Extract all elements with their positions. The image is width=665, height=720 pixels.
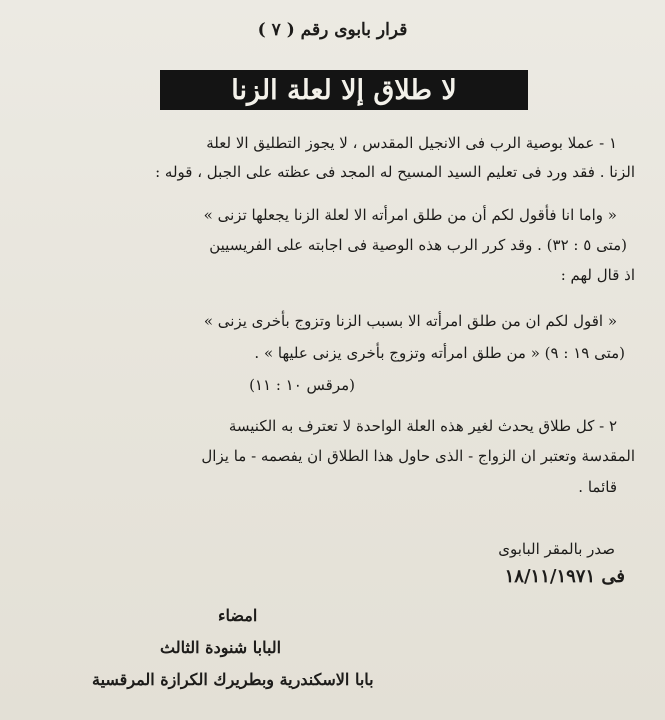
quote1-line1: « واما انا فأقول لكم أن من طلق امرأته الا لعلة الزنا يجعلها تزنى » — [203, 206, 617, 224]
quote1-line2: (متى ٥ : ٣٢) . وقد كرر الرب هذه الوصية فى اجابته على الفريسيين — [209, 236, 627, 254]
quote2-line2: (متى ١٩ : ٩) « من طلق امرأته وتزوج بأخرى يزنى عليها » . — [254, 344, 625, 362]
article2-line2: المقدسة وتعتبر ان الزواج - الذى حاول هذا الطلاق ان يفصمه - ما يزال — [201, 447, 635, 465]
article1-line2: الزنا . فقد ورد فى تعليم السيد المسيح له المجد فى عظته على الجبل ، قوله : — [155, 163, 635, 181]
quote1-line3: اذ قال لهم : — [560, 266, 635, 284]
issued-date: فى ١٨/١١/١٩٧١ — [504, 566, 625, 587]
signature-label: امضاء — [218, 606, 258, 625]
quote2-line1: « اقول لكم ان من طلق امرأته الا بسبب الزنا وتزوج بأخرى يزنى » — [203, 312, 617, 330]
banner-title: لا طلاق إلا لعلة الزنا — [160, 70, 528, 110]
signature-title: بابا الاسكندرية وبطريرك الكرازة المرقسية — [92, 670, 374, 689]
article1-reference: (مرقس ١٠ : ١١) — [249, 376, 355, 394]
decree-number: قرار بابوى رقم ( ٧ ) — [257, 20, 408, 40]
signature-name: البابا شنودة الثالث — [160, 638, 282, 657]
article2-line1: ٢ - كل طلاق يحدث لغير هذه العلة الواحدة لا تعترف به الكنيسة — [228, 417, 617, 435]
article1-line1: ١ - عملا بوصية الرب فى الانجيل المقدس ، لا يجوز التطليق الا لعلة — [206, 134, 617, 152]
issued-place: صدر بالمقر البابوى — [498, 540, 615, 558]
article2-line3: قائما . — [578, 478, 617, 496]
